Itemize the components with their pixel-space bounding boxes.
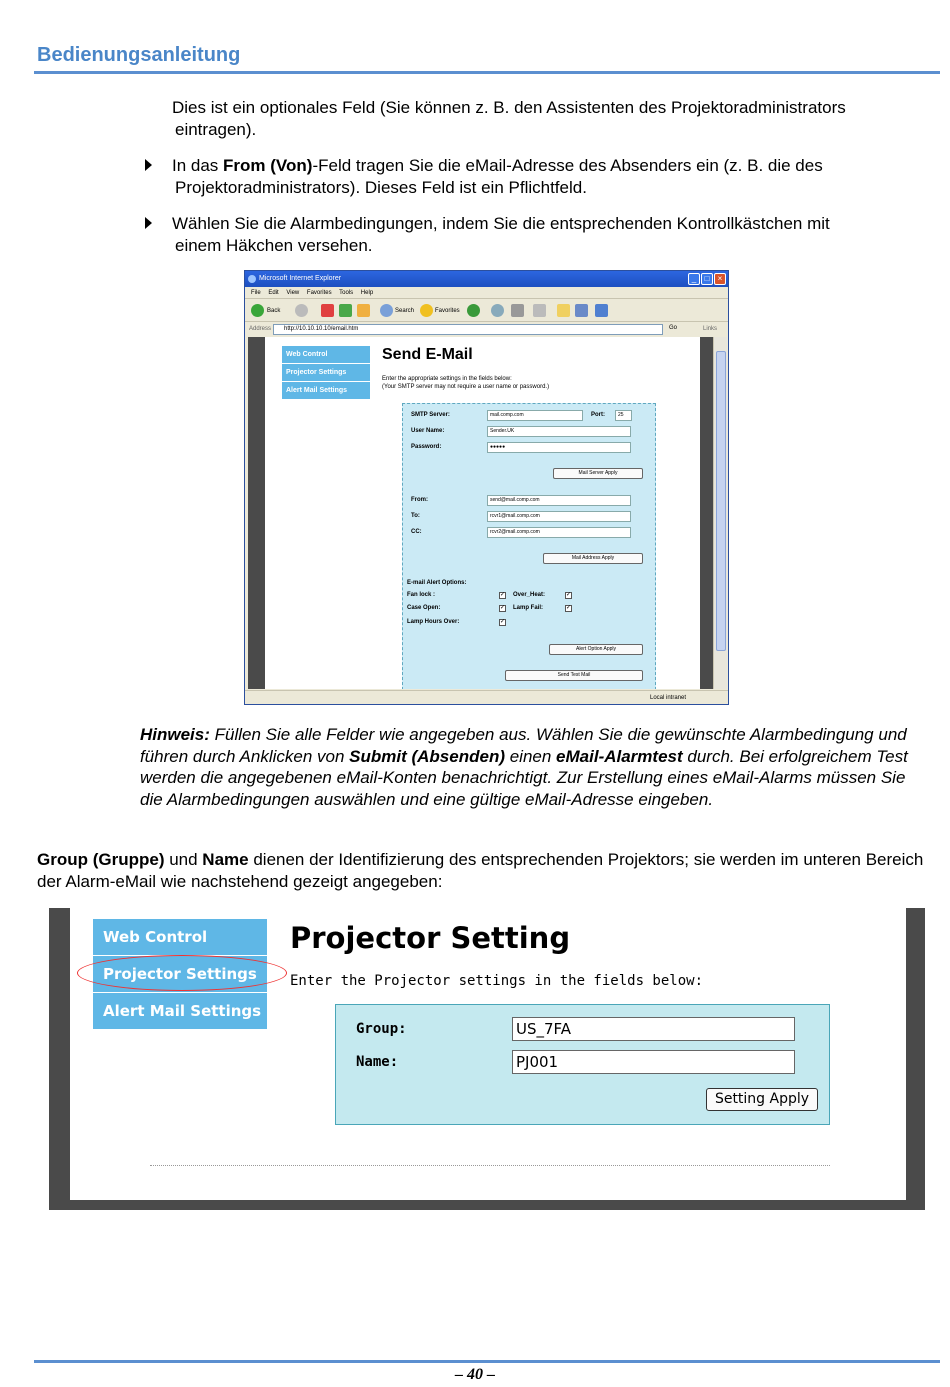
name-label: Name:	[356, 1054, 399, 1070]
search-icon[interactable]	[380, 304, 393, 317]
lamp-hours-label: Lamp Hours Over:	[407, 619, 460, 625]
vertical-scrollbar[interactable]	[713, 337, 727, 689]
over-heat-label: Over_Heat:	[513, 592, 546, 598]
highlight-oval	[77, 955, 287, 991]
send-test-mail-button[interactable]: Send Test Mail	[505, 670, 643, 681]
fan-lock-label: Fan lock :	[407, 592, 436, 598]
search-label[interactable]: Search	[395, 308, 415, 314]
links-label[interactable]: Links	[703, 326, 718, 332]
password-input[interactable]: ●●●●●	[487, 442, 631, 453]
scrollbar-thumb[interactable]	[716, 351, 726, 651]
edit-icon[interactable]	[533, 304, 546, 317]
browser-toolbar	[245, 300, 728, 322]
send-email-heading: Send E-Mail	[382, 346, 473, 363]
discuss-icon[interactable]	[595, 304, 608, 317]
case-open-checkbox[interactable]: ✓	[500, 605, 506, 611]
group-term: Group (Gruppe)	[37, 850, 165, 869]
close-icon[interactable]: ×	[714, 273, 726, 285]
page-number: – 40 –	[455, 1366, 495, 1383]
group-name-paragraph	[37, 849, 937, 893]
group-name-text: dienen der Identifizierung des entsprechenden Projektors; sie werden im unteren Bereich der Alarm-eMail wie nachstehend gezeigt angegeben:	[37, 850, 924, 891]
hint-label: Hinweis:	[140, 725, 210, 744]
lamp-fail-label: Lamp Fail:	[513, 605, 544, 611]
bullet-alarm-line2: einem Häkchen versehen.	[175, 236, 373, 255]
minimize-icon[interactable]: _	[688, 273, 700, 285]
name-term: Name	[202, 850, 249, 869]
to-input[interactable]: rcvr1@mail.comp.com	[487, 511, 631, 522]
browser-titlebar	[245, 271, 728, 287]
favorites-label[interactable]: Favorites	[435, 308, 460, 314]
nav-projector-settings[interactable]: Projector Settings	[282, 364, 370, 381]
setting-apply-button[interactable]: Setting Apply	[706, 1088, 818, 1111]
mail-address-apply-button[interactable]: Mail Address Apply	[543, 553, 643, 564]
status-zone: Local intranet	[650, 695, 687, 701]
username-label: User Name:	[411, 428, 445, 434]
address-bar	[245, 323, 728, 336]
nav-alert-mail-settings[interactable]: Alert Mail Settings	[282, 382, 370, 399]
hint-text-3: durch. Bei erfolgreichem Test werden die angegebenen eMail-Konten benachrichtigt. Zur Erstellung eines eMail-Alarms müssen Sie die Alarmbedingungen auswählen und eine gültige eMail-Adresse eingeben.	[140, 746, 908, 809]
instruction-line1: Enter the appropriate settings in the fields below:	[382, 376, 512, 382]
and-text: und	[164, 850, 203, 869]
forward-icon[interactable]	[295, 304, 308, 317]
lamp-hours-checkbox[interactable]: ✓	[500, 619, 506, 625]
group-input[interactable]: US_7FA	[512, 1017, 795, 1041]
bullet-arrow-icon	[145, 159, 152, 171]
alert-option-apply-button[interactable]: Alert Option Apply	[549, 644, 643, 655]
home-icon[interactable]	[357, 304, 370, 317]
password-label: Password:	[411, 444, 442, 450]
from-input[interactable]: send@mail.comp.com	[487, 495, 631, 506]
case-open-label: Case Open:	[407, 605, 441, 611]
back-icon[interactable]	[251, 304, 264, 317]
maximize-icon[interactable]: □	[701, 273, 713, 285]
hint-text-1: Füllen Sie alle Felder wie angegeben aus. Wählen Sie die gewünschte Alarmbedingung und führen durch Anklicken von	[140, 725, 907, 766]
document-header-title: Bedienungsanleitung	[37, 44, 241, 66]
page-margin-left	[248, 337, 265, 689]
nav-projector-settings[interactable]: Projector Settings	[93, 956, 267, 992]
cc-input[interactable]: rcvr2@mail.comp.com	[487, 527, 631, 538]
username-input[interactable]: Sender.UK	[487, 426, 631, 437]
stop-icon[interactable]	[321, 304, 334, 317]
alert-options-label: E-mail Alert Options:	[407, 580, 467, 586]
bullet-alarm-line1: Wählen Sie die Alarmbedingungen, indem Sie die entsprechenden Kontrollkästchen mit	[172, 214, 830, 233]
mail-icon[interactable]	[491, 304, 504, 317]
back-label[interactable]: Back	[267, 308, 281, 314]
bullet-from-line2: Projektoradministrators). Dieses Feld ist ein Pflichtfeld.	[175, 178, 587, 197]
projector-settings-screenshot	[49, 908, 925, 1210]
nav-alert-mail-settings[interactable]: Alert Mail Settings	[93, 993, 267, 1029]
lamp-fail-checkbox[interactable]: ✓	[566, 605, 572, 611]
window-controls	[688, 273, 726, 285]
hint-submit: Submit (Absenden)	[349, 746, 505, 766]
browser-title: Microsoft Internet Explorer	[259, 275, 342, 282]
browser-menubar[interactable]: File Edit View Favorites Tools Help	[245, 287, 728, 299]
bullet-from-line1	[172, 155, 823, 177]
bullet-from-post: -Feld tragen Sie die eMail-Adresse des Absenders ein (z. B. die des	[312, 156, 823, 175]
send-email-instructions	[382, 375, 549, 391]
projector-page	[70, 908, 906, 1200]
intro-paragraph-line2: eintragen).	[175, 120, 257, 139]
browser-screenshot	[244, 270, 729, 705]
address-input[interactable]: http://10.10.10.10/email.htm	[273, 324, 663, 335]
nav-web-control[interactable]: Web Control	[282, 346, 370, 363]
to-label: To:	[411, 513, 420, 519]
address-label: Address	[249, 326, 272, 332]
page-margin-right	[700, 337, 713, 689]
nav-web-control[interactable]: Web Control	[93, 919, 267, 955]
projector-setting-instructions: Enter the Projector settings in the fields below:	[290, 973, 704, 989]
ie-logo-icon	[248, 275, 256, 283]
refresh-icon[interactable]	[339, 304, 352, 317]
print-icon[interactable]	[511, 304, 524, 317]
smtp-input[interactable]: mail.comp.com	[487, 410, 583, 421]
browser-statusbar	[245, 690, 728, 705]
bullet-from-bold: From (Von)	[223, 156, 313, 175]
cc-label: CC:	[411, 529, 422, 535]
fan-lock-checkbox[interactable]: ✓	[500, 592, 506, 598]
group-label: Group:	[356, 1021, 407, 1037]
projector-setting-heading: Projector Setting	[290, 921, 571, 955]
instruction-line2: (Your SMTP server may not require a user name or password.)	[382, 384, 550, 390]
media-icon[interactable]	[467, 304, 480, 317]
browser-viewport	[248, 337, 713, 689]
hint-alarmtest: eMail-Alarmtest	[556, 746, 683, 766]
hint-text-2: einen	[505, 746, 557, 766]
projector-settings-form	[335, 1004, 830, 1125]
port-input[interactable]: 25	[615, 410, 632, 421]
email-settings-form	[402, 403, 656, 689]
port-label: Port:	[591, 412, 605, 418]
over-heat-checkbox[interactable]: ✓	[566, 592, 572, 598]
from-label: From:	[411, 497, 428, 503]
folder-icon[interactable]	[557, 304, 570, 317]
smtp-label: SMTP Server:	[411, 412, 450, 418]
mail-server-apply-button[interactable]: Mail Server Apply	[553, 468, 643, 479]
intro-paragraph-line1: Dies ist ein optionales Feld (Sie können z. B. den Assistenten des Projektoradministrators	[172, 98, 846, 117]
header-rule	[34, 71, 940, 74]
bullet-from-pre: In das	[172, 156, 224, 175]
name-input[interactable]: PJ001	[512, 1050, 795, 1074]
dotted-divider	[150, 1165, 830, 1166]
favorites-star-icon[interactable]	[420, 304, 433, 317]
hint-note	[140, 724, 930, 810]
messenger-icon[interactable]	[575, 304, 588, 317]
go-button[interactable]: Go	[669, 325, 678, 331]
bullet-arrow-icon	[145, 217, 152, 229]
footer-rule	[34, 1360, 940, 1363]
